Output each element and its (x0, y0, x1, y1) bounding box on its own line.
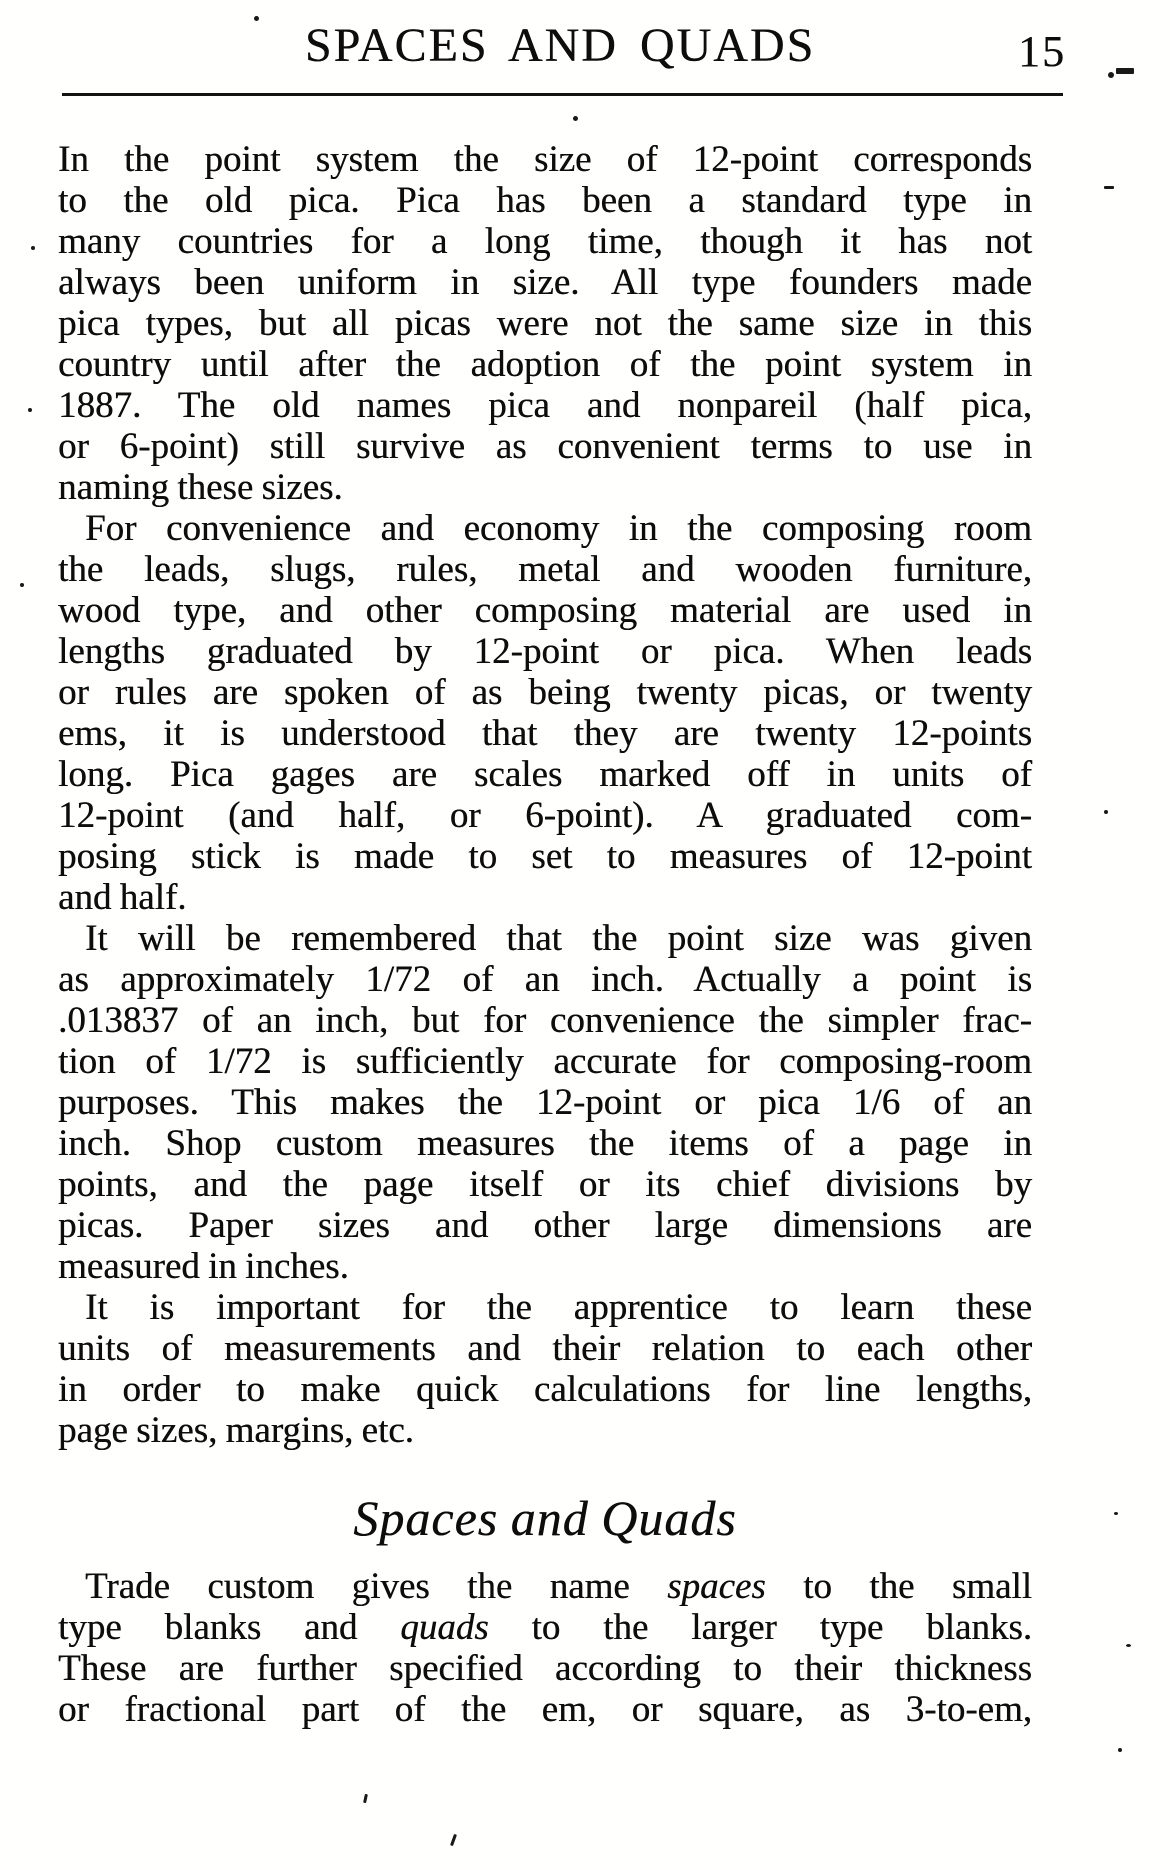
text-line (58, 1082, 1032, 1123)
text-segment: type blanks and (58, 1607, 401, 1648)
text-line (58, 959, 1032, 1000)
text-segment: Trade custom gives the name (85, 1566, 668, 1607)
text-line (58, 1410, 1032, 1451)
text-segment: units of measurements and their relation to each other (58, 1328, 1032, 1369)
text-segment: or fractional part of the em, or square, as 3-to-em, (58, 1689, 1032, 1730)
text-line (58, 549, 1032, 590)
text-line (58, 590, 1032, 631)
text-segment: always been uniform in size. All type founders made (58, 262, 1032, 303)
text-line (58, 836, 1032, 877)
scan-speck (573, 116, 578, 121)
text-segment: pica types, but all picas were not the same size in this (58, 303, 1032, 344)
text-segment: It will be remembered that the point size was given (85, 918, 1032, 959)
text-line (58, 877, 1032, 918)
scan-speck (20, 583, 24, 587)
text-line (58, 1164, 1032, 1205)
text-line (58, 1000, 1032, 1041)
text-line (58, 1689, 1032, 1730)
text-segment: and half. (58, 877, 187, 918)
text-segment: to the small (765, 1566, 1032, 1607)
text-segment: or rules are spoken of as being twenty picas, or twenty (58, 672, 1032, 713)
text-segment: naming these sizes. (58, 467, 343, 508)
scan-speck (1116, 68, 1134, 74)
text-segment: in order to make quick calculations for line lengths, (58, 1369, 1032, 1410)
text-line (58, 713, 1032, 754)
text-line (58, 508, 1032, 549)
text-segment: or 6-point) still survive as convenient terms to use in (58, 426, 1032, 467)
text-line (58, 262, 1032, 303)
scan-speck (363, 1794, 368, 1803)
text-segment: to the old pica. Pica has been a standard type in (58, 180, 1032, 221)
scan-speck (1118, 1748, 1122, 1752)
text-segment: many countries for a long time, though it has not (58, 221, 1032, 262)
paragraph-2 (58, 508, 1032, 918)
text-line (58, 754, 1032, 795)
scan-speck (1126, 1644, 1131, 1647)
text-segment: In the point system the size of 12-point corresponds (58, 139, 1032, 180)
paragraph-4 (58, 1287, 1032, 1451)
text-line (58, 221, 1032, 262)
text-line (58, 1287, 1032, 1328)
text-line (58, 385, 1032, 426)
text-line (58, 1246, 1032, 1287)
text-line (58, 303, 1032, 344)
running-head-title: SPACES AND QUADS (304, 19, 816, 72)
text-line (58, 1205, 1032, 1246)
text-line (58, 1123, 1032, 1164)
text-line (58, 672, 1032, 713)
text-line (58, 1607, 1032, 1648)
scan-speck (254, 16, 259, 21)
paragraph-5 (58, 1566, 1032, 1730)
scan-speck (28, 408, 32, 412)
text-segment: posing stick is made to set to measures of 12-point (58, 836, 1032, 877)
text-line (58, 1566, 1032, 1607)
scan-speck (1104, 186, 1114, 189)
text-line (58, 1041, 1032, 1082)
text-segment: These are further specified according to their thickness (58, 1648, 1032, 1689)
text-segment: It is important for the apprentice to learn these (85, 1287, 1032, 1328)
text-segment: wood type, and other composing material are used in (58, 590, 1032, 631)
text-line (58, 795, 1032, 836)
text-line (58, 180, 1032, 221)
text-line (58, 1648, 1032, 1689)
text-line (58, 918, 1032, 959)
text-segment: lengths graduated by 12-point or pica. When leads (58, 631, 1032, 672)
text-segment: to the larger type blanks. (488, 1607, 1032, 1648)
section-heading: Spaces and Quads (353, 1490, 737, 1546)
text-line (58, 139, 1032, 180)
text-segment: the leads, slugs, rules, metal and wooden furniture, (58, 549, 1032, 590)
header-rule (62, 93, 1063, 96)
page-body (58, 139, 1032, 1730)
text-line (58, 426, 1032, 467)
text-line (58, 344, 1032, 385)
paragraph-3 (58, 918, 1032, 1287)
text-segment: purposes. This makes the 12-point or pica 1/6 of an (58, 1082, 1032, 1123)
page-number: 15 (1018, 27, 1066, 76)
text-segment: ems, it is understood that they are twenty 12-points (58, 713, 1032, 754)
scan-speck (1104, 810, 1108, 814)
italic-term: spaces (667, 1566, 766, 1607)
text-segment: picas. Paper sizes and other large dimensions are (58, 1205, 1032, 1246)
text-segment: tion of 1/72 is sufficiently accurate for composing-room (58, 1041, 1032, 1082)
text-line (58, 631, 1032, 672)
text-segment: points, and the page itself or its chief divisions by (58, 1164, 1032, 1205)
text-segment: country until after the adoption of the point system in (58, 344, 1032, 385)
scan-speck (450, 1834, 457, 1846)
text-segment: page sizes, margins, etc. (58, 1410, 414, 1451)
text-line (58, 467, 1032, 508)
text-segment: .013837 of an inch, but for convenience the simpler frac- (58, 1000, 1032, 1041)
text-segment: long. Pica gages are scales marked off in units of (58, 754, 1032, 795)
paragraph-1 (58, 139, 1032, 508)
text-line (58, 1328, 1032, 1369)
text-segment: as approximately 1/72 of an inch. Actually a point is (58, 959, 1032, 1000)
text-segment: measured in inches. (58, 1246, 349, 1287)
italic-term: quads (400, 1607, 489, 1648)
text-segment: inch. Shop custom measures the items of a page in (58, 1123, 1032, 1164)
scan-speck (31, 246, 35, 250)
text-line (58, 1369, 1032, 1410)
scan-speck (1108, 72, 1114, 78)
text-segment: 1887. The old names pica and nonpareil (half pica, (58, 385, 1032, 426)
text-segment: 12-point (and half, or 6-point). A graduated com- (58, 795, 1032, 836)
text-segment: For convenience and economy in the composing room (85, 508, 1032, 549)
scan-speck (1114, 1512, 1118, 1515)
